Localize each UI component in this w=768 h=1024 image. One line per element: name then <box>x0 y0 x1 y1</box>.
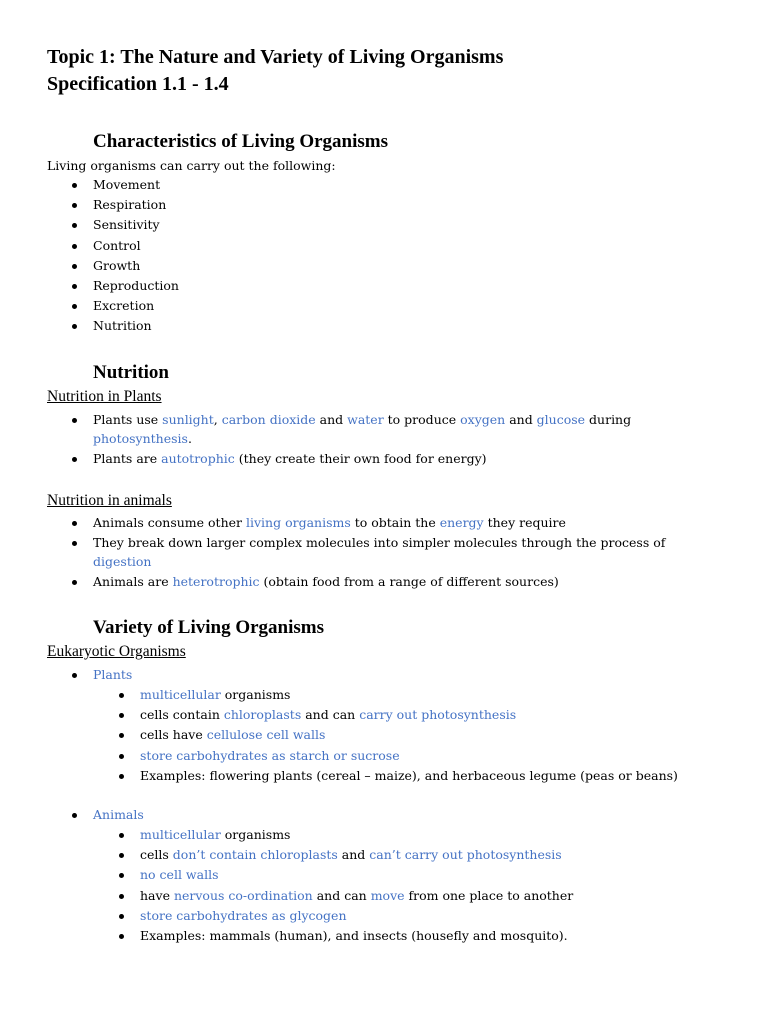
list-item: Excretion <box>93 296 733 316</box>
eukaryotic-plants-group <box>93 665 733 685</box>
eukaryotic-plants-list <box>140 685 740 786</box>
list-item: Plants are autotrophic (they create their own food for energy) <box>93 449 733 469</box>
list-item: Examples: flowering plants (cereal – maize), and herbaceous legume (peas or beans) <box>140 766 740 786</box>
list-item: Examples: mammals (human), and insects (housefly and mosquito). <box>140 926 740 946</box>
list-item: Respiration <box>93 195 733 215</box>
characteristics-intro: Living organisms can carry out the following: <box>47 158 336 173</box>
list-item: Animals are heterotrophic (obtain food from a range of different sources) <box>93 572 733 592</box>
characteristics-heading: Characteristics of Living Organisms <box>93 131 389 152</box>
list-item: store carbohydrates as glycogen <box>140 906 740 926</box>
eukaryotic-subheading: Eukaryotic Organisms <box>47 643 186 660</box>
list-item: Growth <box>93 256 733 276</box>
eukaryotic-animals-list <box>140 825 740 946</box>
nutrition-heading: Nutrition <box>93 362 169 383</box>
list-item: no cell walls <box>140 865 740 885</box>
list-item: They break down larger complex molecules into simpler molecules through the process of digestion <box>93 533 733 571</box>
list-item: cells contain chloroplasts and can carry out photosynthesis <box>140 705 740 725</box>
nutrition-animals-list <box>93 513 733 592</box>
topic-title <box>47 44 503 98</box>
list-item: Sensitivity <box>93 215 733 235</box>
nutrition-animals-subheading: Nutrition in animals <box>47 492 172 509</box>
nutrition-plants-subheading: Nutrition in Plants <box>47 388 162 405</box>
list-item: Reproduction <box>93 276 733 296</box>
list-item: Plants use sunlight, carbon dioxide and water to produce oxygen and glucose during photosynthesis. <box>93 410 733 448</box>
list-item: Animals consume other living organisms to obtain the energy they require <box>93 513 733 533</box>
list-item: store carbohydrates as starch or sucrose <box>140 746 740 766</box>
topic-title-line-1: Topic 1: The Nature and Variety of Living Organisms <box>47 46 504 68</box>
list-item: multicellular organisms <box>140 685 740 705</box>
eukaryotic-animals-group <box>93 805 733 825</box>
list-item: multicellular organisms <box>140 825 740 845</box>
list-item-animals: Animals <box>93 805 733 825</box>
list-item: cells don’t contain chloroplasts and can’t carry out photosynthesis <box>140 845 740 865</box>
list-item: Movement <box>93 175 733 195</box>
variety-heading: Variety of Living Organisms <box>93 617 324 638</box>
list-item: Nutrition <box>93 316 733 336</box>
list-item: Control <box>93 236 733 256</box>
characteristics-list <box>93 175 733 337</box>
nutrition-plants-list <box>93 410 733 469</box>
topic-title-line-2: Specification 1.1 - 1.4 <box>47 73 229 95</box>
list-item-plants: Plants <box>93 665 733 685</box>
list-item: cells have cellulose cell walls <box>140 725 740 745</box>
list-item: have nervous co-ordination and can move from one place to another <box>140 886 740 906</box>
